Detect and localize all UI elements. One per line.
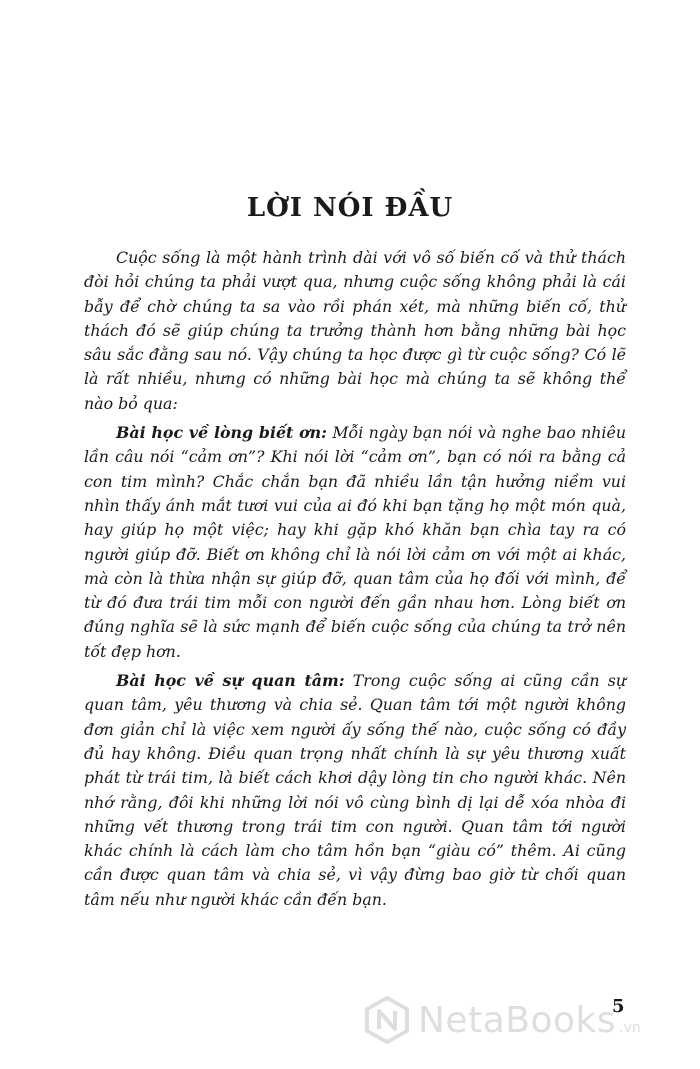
- page-title: LỜI NÓI ĐẦU: [246, 193, 454, 224]
- section-heading-care: Bài học về sự quan tâm:: [116, 671, 345, 691]
- page-body: [84, 246, 626, 917]
- section-heading-gratitude: Bài học về lòng biết ơn:: [116, 423, 327, 443]
- intro-paragraph: Cuộc sống là một hành trình dài với vô số biến cố và thử thách đòi hỏi chúng ta phải vượt qua, nhưng cuộc sống không phải là cái bẫy để chờ chúng ta sa vào rồi phán xét, mà những biến cố, thử thách đó sẽ giúp chúng ta trưởng thành hơn bằng những bài học sâu sắc đằng sau nó. Vậy chúng ta học được gì từ cuộc sống? Có lẽ là rất nhiều, nhưng có những bài học mà chúng ta sẽ không thể nào bỏ qua:: [84, 248, 626, 413]
- section-text-gratitude: Mỗi ngày bạn nói và nghe bao nhiêu lần câu nói “cảm ơn”? Khi nói lời “cảm ơn”, bạn có nói ra bằng cả con tim mình? Chắc chắn bạn đã nhiều lần tận hưởng niềm vui nhìn thấy ánh mắt tươi vui của ai đó khi bạn tặng họ một món quà, hay giúp họ một việc; hay khi gặp khó khăn bạn chìa tay ra có người giúp đỡ. Biết ơn không chỉ là nói lời cảm ơn với một ai khác, mà còn là thừa nhận sự giúp đỡ, quan tâm của họ đối với mình, để từ đó đưa trái tim mỗi con người đến gần nhau hơn. Lòng biết ơn đúng nghĩa sẽ là sức mạnh để biến cuộc sống của chúng ta trở nên tốt đẹp hơn.: [84, 423, 626, 661]
- page-number: 5: [612, 996, 625, 1017]
- watermark-suffix: .vn: [619, 1020, 641, 1036]
- section-paragraph-care: [84, 669, 626, 912]
- section-text-care: Trong cuộc sống ai cũng cần sự quan tâm, yêu thương và chia sẻ. Quan tâm tới một người không đơn giản chỉ là việc xem người ấy sống thế nào, cuộc sống có đầy đủ hay không. Điều quan trọng nhất chính là sự yêu thương xuất phát từ trái tim, là biết cách khơi dậy lòng tin cho người khác. Nên nhớ rằng, đôi khi những lời nói vô cùng bình dị lại dễ xóa nhòa đi những vết thương trong trái tim con người. Quan tâm tới người khác chính là cách làm cho tâm hồn bạn “giàu có” thêm. Ai cũng cần được quan tâm và chia sẻ, vì vậy đừng bao giờ từ chối quan tâm nếu như người khác cần đến bạn.: [84, 671, 626, 909]
- netabooks-logo-icon: [362, 995, 412, 1045]
- section-paragraph-gratitude: [84, 421, 626, 664]
- watermark: [362, 990, 641, 1050]
- watermark-brand: NetaBooks: [418, 999, 617, 1041]
